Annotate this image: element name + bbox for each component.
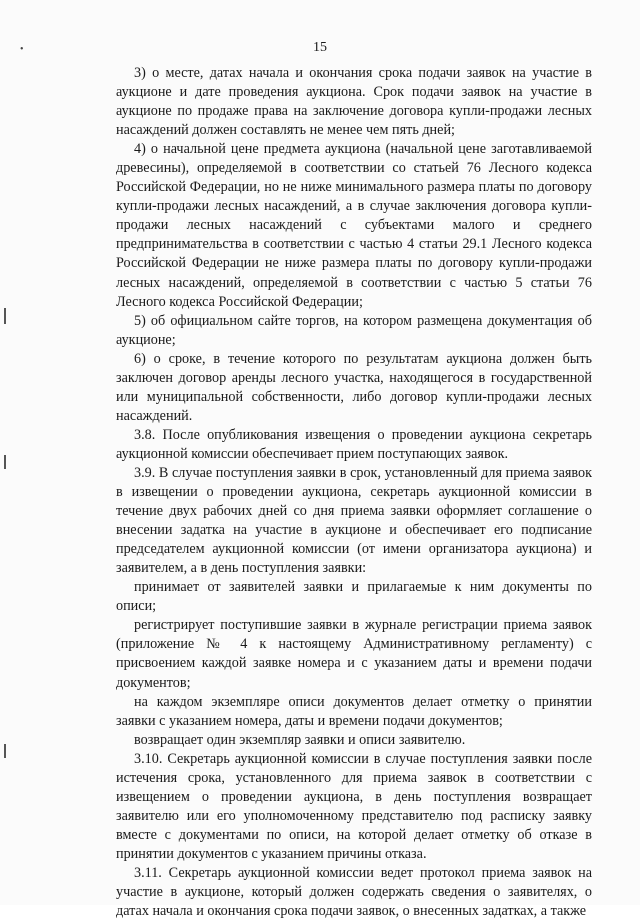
list-item: возвращает один экземпляр заявки и описи заявителю. xyxy=(134,731,466,748)
paragraph: 3.10. Секретарь аукционной комиссии в случае поступления заявки после истечения срока, установленного для приема заявок в соответствии с извещением о проведении аукциона, в день поступления возвращает заявителю или его уполномоченному представителю под расписку заявку вместе с документами по описи, на которой делает отметку об отказе в принятии документов с указанием причины отказа. xyxy=(116,750,592,862)
paragraph: 3.9. В случае поступления заявки в срок, установленный для приема заявок в извещении о проведении аукциона, секретарь аукционной комиссии в течение двух рабочих дней со дня приема заявки оформляет соглашение о внесении задатка на участие в аукционе и обеспечивает его подписание председателем аукционной комиссии (от имени организатора аукциона) и заявителем, а в день поступления заявки: xyxy=(116,464,592,577)
paragraph: 3.8. После опубликования извещения о проведении аукциона секретарь аукционной комиссии обеспечивает прием поступающих заявок. xyxy=(116,426,592,462)
list-item: на каждом экземпляре описи документов делает отметку о принятии заявки с указанием номера, даты и времени подачи документов; xyxy=(116,693,592,729)
paragraph: 4) о начальной цене предмета аукциона (начальной цене заготавливаемой древесины), определяемой в соответствии со статьей 76 Лесного кодекса Российской Федерации, но не ниже минимального размера платы по договору купли-продажи лесных насаждений, а в случае заключения договора купли-продажи лесных насаждений с субъектами малого и среднего предпринимательства в соответствии с частью 4 статьи 29.1 Лесного кодекса Российской Федерации не ниже размера платы по договору купли-продажи лесных насаждений, определяемой в соответствии с частью 5 статьи 76 Лесного кодекса Российской Федерации; xyxy=(116,141,592,310)
paragraph: 3) о месте, датах начала и окончания срока подачи заявок на участие в аукционе и дате проведения аукциона. Срок подачи заявок на участие в аукционе по продаже права на заключение договора купли-продажи лесных насаждений должен составлять не менее чем пять дней; xyxy=(116,65,592,139)
paragraph: 6) о сроке, в течение которого по результатам аукциона должен быть заключен договор аренды лесного участка, находящегося в государственной или муниципальной собственности, либо договор купли-продажи лесных насаждений. xyxy=(116,350,592,424)
margin-mark xyxy=(4,308,6,324)
margin-mark xyxy=(4,455,6,469)
paragraph: 3.11. Секретарь аукционной комиссии ведет протокол приема заявок на участие в аукционе, который должен содержать сведения о заявителях, о датах начала и окончания срока подачи заявок, о внесенных задатках, а также xyxy=(116,864,592,920)
paragraph: 5) об официальном сайте торгов, на котором размещена документация об аукционе; xyxy=(116,312,592,348)
document-body xyxy=(116,64,592,921)
list-item: принимает от заявителей заявки и прилагаемые к ним документы по описи; xyxy=(116,579,592,615)
page-number: 15 xyxy=(313,40,327,55)
scan-speck: • xyxy=(20,44,24,55)
margin-mark xyxy=(4,744,6,758)
list-item: регистрирует поступившие заявки в журнале регистрации приема заявок (приложение № 4 к настоящему Административному регламенту) с присвоением каждой заявке номера и с указанием даты и времени подачи документов; xyxy=(116,617,592,691)
